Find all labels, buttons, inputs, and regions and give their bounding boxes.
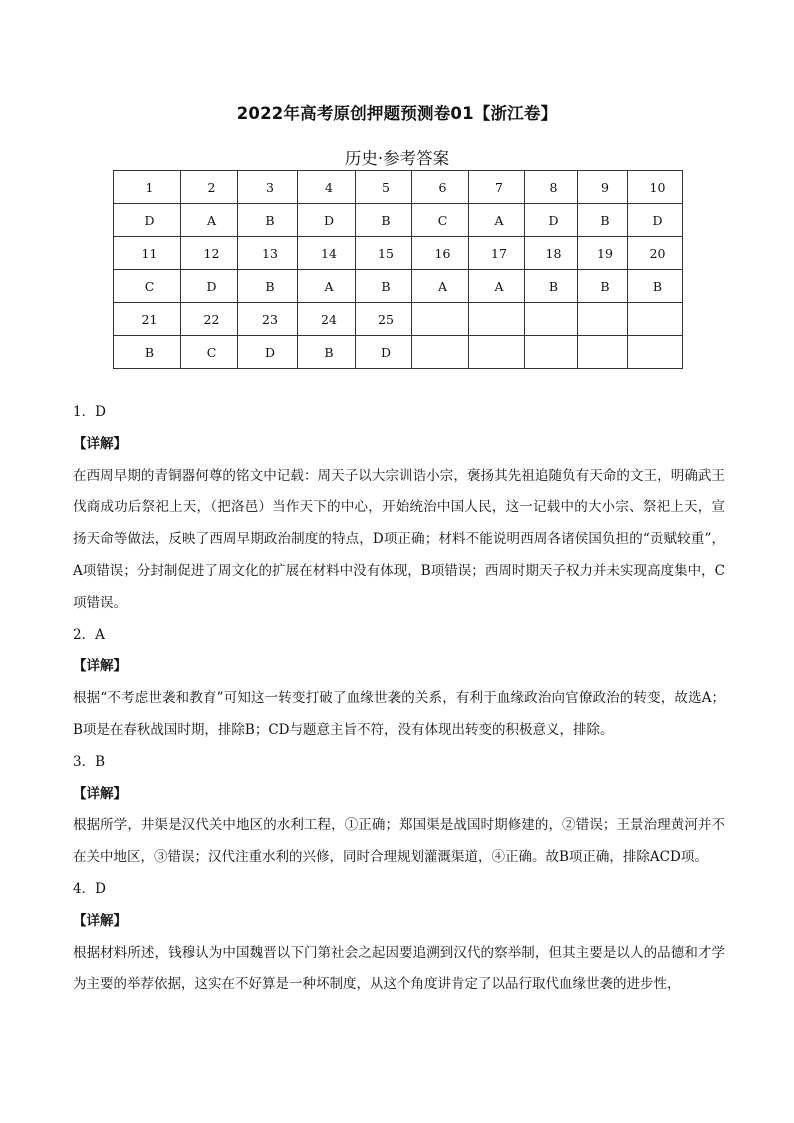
- answer-cell: B: [525, 270, 578, 303]
- answer-cell: D: [628, 204, 683, 237]
- answer-cell: B: [628, 270, 683, 303]
- question-number-cell: 17: [469, 237, 525, 270]
- answer-row: [114, 336, 683, 369]
- explanation-text: 根据“不考虑世袭和教育”可知这一转变打破了血缘世袭的关系，有利于血缘政治向官僚政治的转变，故选A；B项是在春秋战国时期，排除B；CD与题意主旨不符，没有体现出转变的积极意义，排除。: [73, 690, 725, 738]
- explanation-text: 根据所学，井渠是汉代关中地区的水利工程，①正确；郑国渠是战国时期修建的，②错误；王景治理黄河并不在关中地区，③错误；汉代注重水利的兴修，同时合理规划灌溉渠道，④正确。故B项正确，排除ACD项。: [73, 817, 725, 866]
- answer-cell: B: [238, 270, 298, 303]
- question-number-cell: [469, 303, 525, 336]
- answer-cell: B: [356, 270, 412, 303]
- question-number-cell: 6: [412, 171, 469, 204]
- question-number-cell: 25: [356, 303, 412, 336]
- question-number-cell: 21: [114, 303, 181, 336]
- question-number-cell: 4: [298, 171, 356, 204]
- answer-cell: [412, 336, 469, 369]
- detail-label: 【详解】: [73, 435, 127, 452]
- answer-cell: A: [298, 270, 356, 303]
- answer-cell: D: [525, 204, 578, 237]
- question-number-cell: 1: [114, 171, 181, 204]
- answer-cell: [469, 336, 525, 369]
- page-subtitle: 历史·参考答案: [344, 149, 450, 168]
- question-number-cell: 15: [356, 237, 412, 270]
- answer-cell: D: [114, 204, 181, 237]
- answer-cell: C: [412, 204, 469, 237]
- question-number-cell: 16: [412, 237, 469, 270]
- question-number-row: [114, 303, 683, 336]
- answer-cell: [525, 336, 578, 369]
- answer-cell: [628, 336, 683, 369]
- question-number-cell: 10: [628, 171, 683, 204]
- question-number-row: [114, 171, 683, 204]
- question-number-cell: 11: [114, 237, 181, 270]
- answer-cell: A: [469, 204, 525, 237]
- question-number-cell: [628, 303, 683, 336]
- question-answer-heading: 3．B: [73, 753, 106, 770]
- question-number-cell: 14: [298, 237, 356, 270]
- question-number-cell: 19: [578, 237, 628, 270]
- question-number-cell: 23: [238, 303, 298, 336]
- answer-table: [113, 170, 683, 369]
- question-number-cell: 5: [356, 171, 412, 204]
- answer-cell: B: [356, 204, 412, 237]
- answer-cell: B: [114, 336, 181, 369]
- question-number-cell: 22: [181, 303, 238, 336]
- question-answer-heading: 1．D: [73, 404, 106, 420]
- answer-cell: C: [114, 270, 181, 303]
- answer-row: [114, 204, 683, 237]
- answer-cell: D: [356, 336, 412, 369]
- question-number-cell: 3: [238, 171, 298, 204]
- answer-cell: B: [578, 204, 628, 237]
- answer-cell: A: [412, 270, 469, 303]
- question-answer-heading: 4．D: [73, 880, 106, 897]
- answer-cell: A: [181, 204, 238, 237]
- explanation-text: 在西周早期的青铜器何尊的铭文中记载：周天子以大宗训诰小宗，褒扬其先祖追随负有天命的文王，明确武王伐商成功后祭祀上天，（把洛邑）当作天下的中心，开始统治中国人民，这一记载中的大小宗、祭祀上天，宣扬天命等做法，反映了西周早期政治制度的特点，D项正确；材料不能说明西周各诸侯国负担的“贡赋较重”，A项错误；分封制促进了周文化的扩展在材料中没有体现，B项错误；西周时期天子权力并未实现高度集中，C项错误。: [73, 467, 725, 611]
- detail-label: 【详解】: [73, 785, 127, 802]
- answer-cell: D: [298, 204, 356, 237]
- question-number-cell: 20: [628, 237, 683, 270]
- question-number-cell: 12: [181, 237, 238, 270]
- answer-cell: B: [578, 270, 628, 303]
- answer-cell: B: [238, 204, 298, 237]
- page-title: 2022年高考原创押题预测卷01【浙江卷】: [236, 104, 558, 123]
- question-number-cell: 8: [525, 171, 578, 204]
- question-number-cell: [412, 303, 469, 336]
- answer-cell: A: [469, 270, 525, 303]
- answer-cell: D: [238, 336, 298, 369]
- detail-label: 【详解】: [73, 912, 127, 929]
- answer-cell: [578, 336, 628, 369]
- answer-row: [114, 270, 683, 303]
- explanations: [73, 397, 725, 1001]
- question-number-cell: [578, 303, 628, 336]
- question-number-cell: 24: [298, 303, 356, 336]
- question-number-cell: 7: [469, 171, 525, 204]
- explanation-text: 根据材料所述，钱穆认为中国魏晋以下门第社会之起因要追溯到汉代的察举制，但其主要是以人的品德和才学为主要的举荐依据，这实在不好算是一种坏制度，从这个角度讲肯定了以品行取代血缘世袭的进步性，: [73, 944, 725, 993]
- question-number-cell: 9: [578, 171, 628, 204]
- question-number-row: [114, 237, 683, 270]
- answer-cell: C: [181, 336, 238, 369]
- detail-label: 【详解】: [73, 658, 127, 675]
- question-number-cell: 13: [238, 237, 298, 270]
- question-number-cell: 18: [525, 237, 578, 270]
- question-number-cell: [525, 303, 578, 336]
- question-answer-heading: 2．A: [73, 626, 105, 643]
- question-number-cell: 2: [181, 171, 238, 204]
- answer-cell: D: [181, 270, 238, 303]
- answer-cell: B: [298, 336, 356, 369]
